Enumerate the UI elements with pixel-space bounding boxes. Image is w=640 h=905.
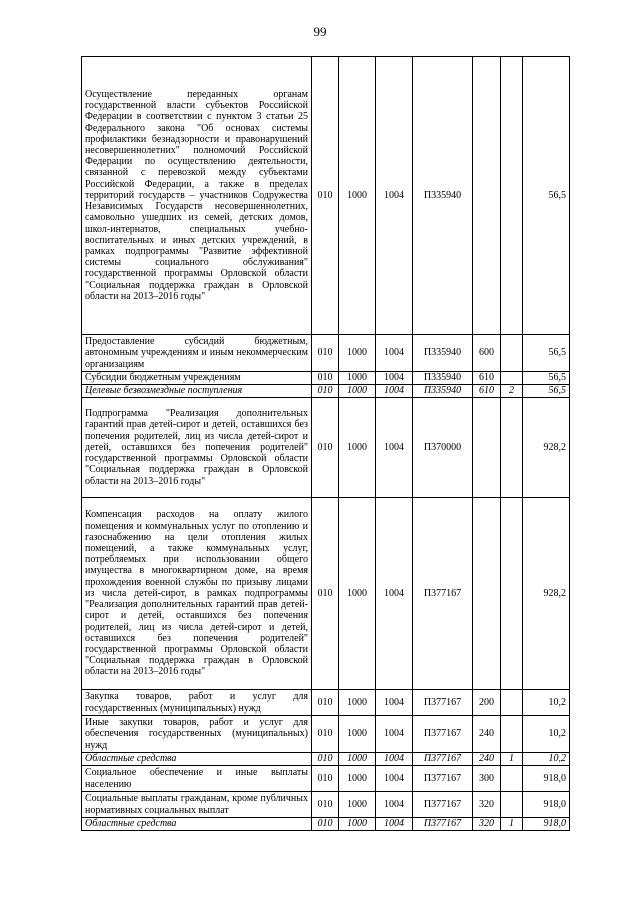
expense-type-code: 320 [473, 792, 501, 818]
amount: 56,5 [523, 385, 570, 398]
table-row [82, 716, 570, 753]
source-code: 1 [501, 753, 523, 766]
row-description: Предоставление субсидий бюджетным, автономным учреждениям и иным некоммерческим организациям [82, 335, 312, 372]
source-code [501, 766, 523, 792]
expense-type-code: 300 [473, 766, 501, 792]
amount: 918,0 [523, 766, 570, 792]
subsection-code: 1004 [376, 716, 413, 753]
amount: 928,2 [523, 398, 570, 498]
source-code [501, 398, 523, 498]
table-row [82, 818, 570, 831]
ministry-code: 010 [312, 716, 339, 753]
amount: 10,2 [523, 753, 570, 766]
source-code [501, 57, 523, 335]
amount: 56,5 [523, 335, 570, 372]
section-code: 1000 [339, 753, 376, 766]
subsection-code: 1004 [376, 335, 413, 372]
target-article-code: П377167 [413, 766, 473, 792]
section-code: 1000 [339, 716, 376, 753]
ministry-code: 010 [312, 57, 339, 335]
expense-type-code: 240 [473, 716, 501, 753]
table-row [82, 372, 570, 385]
row-description: Областные средства [82, 818, 312, 831]
table-row [82, 690, 570, 716]
row-description: Субсидии бюджетным учреждениям [82, 372, 312, 385]
section-code: 1000 [339, 372, 376, 385]
ministry-code: 010 [312, 766, 339, 792]
ministry-code: 010 [312, 372, 339, 385]
target-article-code: П377167 [413, 792, 473, 818]
expense-type-code: 610 [473, 372, 501, 385]
target-article-code: П377167 [413, 716, 473, 753]
target-article-code: П377167 [413, 690, 473, 716]
section-code: 1000 [339, 335, 376, 372]
expense-type-code: 600 [473, 335, 501, 372]
subsection-code: 1004 [376, 372, 413, 385]
source-code: 1 [501, 818, 523, 831]
row-description: Целевые безвозмездные поступления [82, 385, 312, 398]
ministry-code: 010 [312, 385, 339, 398]
expense-type-code: 610 [473, 385, 501, 398]
subsection-code: 1004 [376, 818, 413, 831]
expense-type-code [473, 398, 501, 498]
target-article-code: П335940 [413, 335, 473, 372]
row-description: Закупка товаров, работ и услуг для государственных (муниципальных) нужд [82, 690, 312, 716]
row-description: Компенсация расходов на оплату жилого помещения и коммунальных услуг по отоплению и газоснабжению на цели отопления жилых помещений, а также коммунальных услуг, потребляемых при использовании общего имущества в многоквартирном доме, на время прохождения военной службы по призыву лицами из числа детей-сирот, в рамках подпрограммы "Реализация дополнительных гарантий прав детей-сирот и детей, оставшихся без попечения родителей, лиц из числа детей-сирот и детей, оставшихся без попечения родителей" государственной программы Орловской области "Социальная поддержка граждан в Орловской области на 2013–2016 годы" [82, 498, 312, 690]
source-code [501, 716, 523, 753]
section-code: 1000 [339, 818, 376, 831]
target-article-code: П335940 [413, 385, 473, 398]
subsection-code: 1004 [376, 690, 413, 716]
expense-type-code: 240 [473, 753, 501, 766]
section-code: 1000 [339, 766, 376, 792]
table-row [82, 335, 570, 372]
row-description: Подпрограмма "Реализация дополнительных гарантий прав детей-сирот и детей, оставшихся без попечения родителей, лиц из числа детей-сирот и детей, оставшихся без попечения родителей" государственной программы Орловской области "Социальная поддержка граждан в Орловской области на 2013–2016 годы" [82, 398, 312, 498]
expense-type-code [473, 57, 501, 335]
ministry-code: 010 [312, 792, 339, 818]
section-code: 1000 [339, 690, 376, 716]
subsection-code: 1004 [376, 385, 413, 398]
subsection-code: 1004 [376, 398, 413, 498]
subsection-code: 1004 [376, 498, 413, 690]
source-code [501, 498, 523, 690]
section-code: 1000 [339, 385, 376, 398]
table-row [82, 398, 570, 498]
amount: 918,0 [523, 818, 570, 831]
subsection-code: 1004 [376, 766, 413, 792]
expense-type-code: 320 [473, 818, 501, 831]
section-code: 1000 [339, 498, 376, 690]
section-code: 1000 [339, 398, 376, 498]
table-row [82, 792, 570, 818]
ministry-code: 010 [312, 398, 339, 498]
expense-type-code: 200 [473, 690, 501, 716]
target-article-code: П335940 [413, 372, 473, 385]
table-row [82, 385, 570, 398]
ministry-code: 010 [312, 335, 339, 372]
target-article-code: П335940 [413, 57, 473, 335]
ministry-code: 010 [312, 690, 339, 716]
section-code: 1000 [339, 792, 376, 818]
section-code: 1000 [339, 57, 376, 335]
target-article-code: П370000 [413, 398, 473, 498]
target-article-code: П377167 [413, 818, 473, 831]
subsection-code: 1004 [376, 753, 413, 766]
row-description: Социальное обеспечение и иные выплаты населению [82, 766, 312, 792]
ministry-code: 010 [312, 753, 339, 766]
ministry-code: 010 [312, 818, 339, 831]
table-row [82, 766, 570, 792]
source-code [501, 372, 523, 385]
amount: 10,2 [523, 716, 570, 753]
subsection-code: 1004 [376, 792, 413, 818]
source-code [501, 690, 523, 716]
amount: 10,2 [523, 690, 570, 716]
row-description: Иные закупки товаров, работ и услуг для обеспечения государственных (муниципальных) нужд [82, 716, 312, 753]
page-number: 99 [313, 24, 327, 39]
target-article-code: П377167 [413, 753, 473, 766]
row-description: Областные средства [82, 753, 312, 766]
amount: 56,5 [523, 372, 570, 385]
source-code: 2 [501, 385, 523, 398]
row-description: Социальные выплаты гражданам, кроме публичных нормативных социальных выплат [82, 792, 312, 818]
source-code [501, 792, 523, 818]
row-description: Осуществление переданных органам государственной власти субъектов Российской Федерации в соответствии с пунктом 3 статьи 25 Федерального закона "Об основах системы профилактики безнадзорности и правонарушений несовершеннолетних" полномочий Российской Федерации по осуществлению деятельности, связанной с перевозкой между субъектами Российской Федерации, а также в пределах территорий государств – участников Содружества Независимых Государств несовершеннолетних, самовольно ушедших из семей, детских домов, школ-интернатов, специальных учебно-воспитательных и иных детских учреждений, в рамках подпрограммы "Развитие эффективной системы социального обслуживания" государственной программы Орловской области "Социальная поддержка граждан в Орловской области на 2013–2016 годы" [82, 57, 312, 335]
table-row [82, 753, 570, 766]
table-row [82, 57, 570, 335]
ministry-code: 010 [312, 498, 339, 690]
amount: 928,2 [523, 498, 570, 690]
amount: 56,5 [523, 57, 570, 335]
budget-table [81, 56, 570, 831]
source-code [501, 335, 523, 372]
target-article-code: П377167 [413, 498, 473, 690]
amount: 918,0 [523, 792, 570, 818]
expense-type-code [473, 498, 501, 690]
table-row [82, 498, 570, 690]
subsection-code: 1004 [376, 57, 413, 335]
